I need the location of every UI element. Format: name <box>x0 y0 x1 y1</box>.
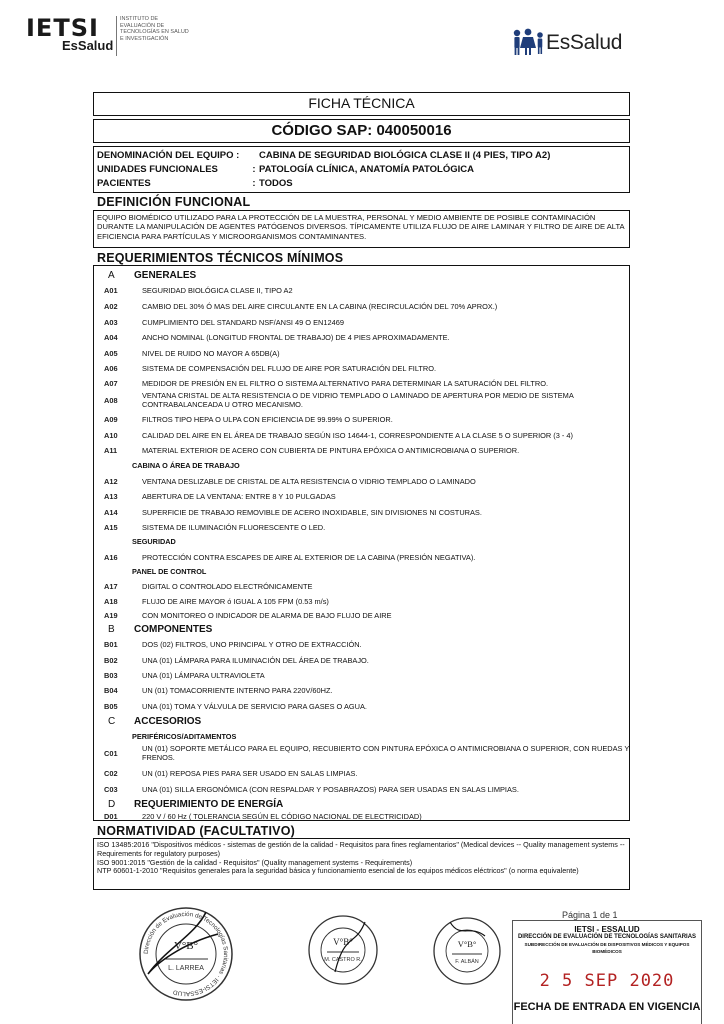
page-title: FICHA TÉCNICA <box>93 92 630 116</box>
norm-line: NTP 60601-1-2010 "Requisitos generales para la seguridad básica y funcionamiento esencial de los equipos médicos eléctricos" (o norma equivalente) <box>97 866 579 876</box>
sap-code: CÓDIGO SAP: 040050016 <box>93 119 630 143</box>
section-letter: B <box>108 624 115 635</box>
section-letter: D <box>108 799 116 810</box>
equipment-row <box>97 149 550 162</box>
equipment-info <box>93 146 630 193</box>
ietsi-description: INSTITUTO DE EVALUACIÓN DE TECNOLOGÍAS EN SALUD E INVESTIGACIÓN <box>120 16 189 42</box>
stamp-ring-text: Dirección de Evaluación de Tecnologías Sanitarias · IETSI-ESSALUD <box>142 910 230 998</box>
subheading: PERIFÉRICOS/ADITAMENTOS <box>132 732 237 741</box>
entry-date-stamp <box>512 920 702 1024</box>
equipment-label: PACIENTES <box>97 178 151 189</box>
equipment-value: CABINA DE SEGURIDAD BIOLÓGICA CLASE II (4 PIES, TIPO A2) <box>259 150 551 161</box>
logo-divider <box>116 16 117 56</box>
stamp-vb: V°B° <box>457 939 477 949</box>
ietsi-logo-text: IETSI <box>26 14 99 42</box>
stamp-footer: FECHA DE ENTRADA EN VIGENCIA <box>513 1001 701 1013</box>
ietsi-logo-subtext: EsSalud <box>62 38 114 53</box>
stamp-line: DIRECCIÓN DE EVALUACIÓN DE TECNOLOGÍAS SANITARIAS <box>517 934 697 940</box>
stamp-line: IETSI - ESSALUD <box>574 925 640 934</box>
stamp-name: F. ALBÁN <box>455 959 479 965</box>
page-number: Página 1 de 1 <box>562 910 618 920</box>
stamp-line: SUBDIRECCIÓN DE EVALUACIÓN DE DISPOSITIVOS MÉDICOS Y EQUIPOS BIOMÉDICOS <box>524 942 690 954</box>
category-title: ACCESORIOS <box>134 716 202 727</box>
norm-line: ISO 13485:2016 "Dispositivos médicos - sistemas de gestión de la calidad - Requisitos para fines reglamentarios" (Medical devices -- Quality management systems -- Requirements for regulatory purposes) <box>97 840 625 858</box>
subheading: CABINA O ÁREA DE TRABAJO <box>132 461 240 470</box>
section-heading-definicion: DEFINICIÓN FUNCIONAL <box>97 195 251 209</box>
equipment-label: UNIDADES FUNCIONALES <box>97 164 218 175</box>
approval-stamp-icon <box>305 912 381 988</box>
normatividad-text <box>93 838 630 890</box>
category-title: REQUERIMIENTO DE ENERGÍA <box>134 799 284 810</box>
stamp-vb: V°B° <box>333 937 353 947</box>
section-letter: A <box>108 270 115 281</box>
equipment-value: TODOS <box>259 178 293 189</box>
section-letter: C <box>108 716 116 727</box>
category-title: GENERALES <box>134 270 197 281</box>
section-heading-requerimientos: REQUERIMIENTOS TÉCNICOS MÍNIMOS <box>97 251 344 265</box>
equipment-value: PATOLOGÍA CLÍNICA, ANATOMÍA PATOLÓGICA <box>259 164 474 175</box>
stamp-date: 2 5 SEP 2020 <box>539 971 675 991</box>
stamp-name: L. LARREA <box>168 965 204 972</box>
subheading: PANEL DE CONTROL <box>132 567 207 576</box>
essalud-people-icon <box>512 28 546 56</box>
approval-stamp-icon <box>430 914 504 988</box>
equipment-row: PACIENTES : TODOS <box>97 178 293 189</box>
stamp-vb: V°B° <box>173 940 199 952</box>
section-heading-normatividad: NORMATIVIDAD (FACULTATIVO) <box>97 824 295 838</box>
stamp-name: M. CASTRO R. <box>324 957 362 963</box>
requerimientos-table: A GENERALES A01 SEGURIDAD BIOLÓGICA CLASE II, TIPO A2 A02 CAMBIO DEL 30% Ó MAS DEL AIRE CIRCULANTE EN LA CABINA (RECIRCULACIÓN DEL 70% APROX.) A03 CUMPLIMIENTO DEL STANDARD NSF/ANSI 49 O EN12469 A04 ANCHO NOMINAL (LONGITUD FRONTAL DE TRABAJO) DE 4 PIES APROXIMADAMENTE. A05 NIVEL DE RUIDO NO MAYOR A 65DB(A) A06 SISTEMA DE COMPENSACIÓN DEL FLUJO DE AIRE POR SATURACIÓN DEL FILTRO. A07 MEDIDOR DE PRESIÓN EN EL FILTRO O SISTEMA ALTERNATIVO PARA DETERMINAR LA SATURACIÓN DEL FILTRO. A08 VENTANA CRISTAL DE ALTA RESISTENCIA O DE VIDRIO TEMPLADO O LAMINADO DE APERTURA POR MEDIO DE SISTEMA CONTRABALANCEADA U OTRO MECANISMO. A09 FILTROS TIPO HEPA O ULPA CON EFICIENCIA DE 99.99% O SUPERIOR. A10 CALIDAD DEL AIRE EN EL ÁREA DE TRABAJO SEGÚN ISO 14644-1, CORRESPONDIENTE A LA CLASE 5 O SUPERIOR (3 - 4) A11 MATERIAL EXTERIOR DE ACERO CON CUBIERTA DE PINTURA EPÓXICA O ANTIMICROBIANA O SUPERIOR. CABINA O ÁREA DE TRABAJO A12 VENTANA DESLIZABLE DE CRISTAL DE ALTA RESISTENCIA O VIDRIO TEMPLADO O LAMINADO A13 ABERTURA DE LA VENTANA: ENTRE 8 Y 10 PULGADAS A14 SUPERFICIE DE TRABAJO REMOVIBLE DE ACERO INOXIDABLE, SIN DIVISIONES NI COSTURAS. A15 SISTEMA DE ILUMINACIÓN FLUORESCENTE O LED. SEGURIDAD A16 PROTECCIÓN CONTRA ESCAPES DE AIRE AL EXTERIOR DE LA CABINA (PRESIÓN NEGATIVA). PANEL DE CONTROL A17 DIGITAL O CONTROLADO ELECTRÓNICAMENTE A18 FLUJO DE AIRE MAYOR ó IGUAL A 105 FPM (0.53 m/s) A19 CON MONITOREO O INDICADOR DE ALARMA DE BAJO FLUJO DE AIRE B COMPONENTES B01 DOS (02) FILTROS, UNO PRINCIPAL Y OTRO DE EXTRACCIÓN. B02 UNA (01) LÁMPARA PARA ILUMINACIÓN DEL ÁREA DE TRABAJO. B03 UNA (01) LÁMPARA ULTRAVIOLETA B04 UN (01) TOMACORRIENTE INTERNO PARA 220V/60HZ. B05 UNA (01) TOMA Y VÁLVULA DE SERVICIO PARA GASES O AGUA. C ACCESORIOS PERIFÉRICOS/ADITAMENTOS C01 UN (01) SOPORTE METÁLICO PARA EL EQUIPO, RECUBIERTO CON PINTURA EPÓXICA O ANTIMICROBIANA O SUPERIOR, CON RUEDAS Y FRENOS. C02 UN (01) REPOSA PIES PARA SER USADO EN SALAS LIMPIAS. C03 UNA (01) SILLA ERGONÓMICA (CON RESPALDAR Y POSABRAZOS) PARA SER USADAS EN SALAS LIMPIAS. D REQUERIMIENTO DE ENERGÍA D01 220 V / 60 Hz ( TOLERANCIA SEGÚN EL CÓDIGO NACIONAL DE ELECTRICIDAD) <box>93 265 630 821</box>
approval-stamp-icon <box>136 904 236 1004</box>
subheading: SEGURIDAD <box>132 537 176 546</box>
equipment-label: DENOMINACIÓN DEL EQUIPO : <box>97 150 240 161</box>
definicion-text: EQUIPO BIOMÉDICO UTILIZADO PARA LA PROTECCIÓN DE LA MUESTRA, PERSONAL Y MEDIO AMBIENTE DE POSIBLE CONTAMINACIÓN DURANTE LA MANIPULACIÓN DE AGENTES PATÓGENOS DIVERSOS. TÍPICAMENTE UTILIZA FLUJO DE AIRE LAMINAR Y FILTRO DE AIRE DE ALTA EFICIENCIA PARA PARTÍCULAS Y MICROORGANISMOS CONTAMINANTES. <box>93 210 630 248</box>
equipment-row: UNIDADES FUNCIONALES : PATOLOGÍA CLÍNICA, ANATOMÍA PATOLÓGICA <box>97 164 474 175</box>
norm-line: ISO 9001:2015 "Gestión de la calidad - Requisitos" (Quality management systems - Requirements) <box>97 857 413 867</box>
category-title: COMPONENTES <box>134 624 213 635</box>
essalud-logo-text: EsSalud <box>546 31 623 54</box>
